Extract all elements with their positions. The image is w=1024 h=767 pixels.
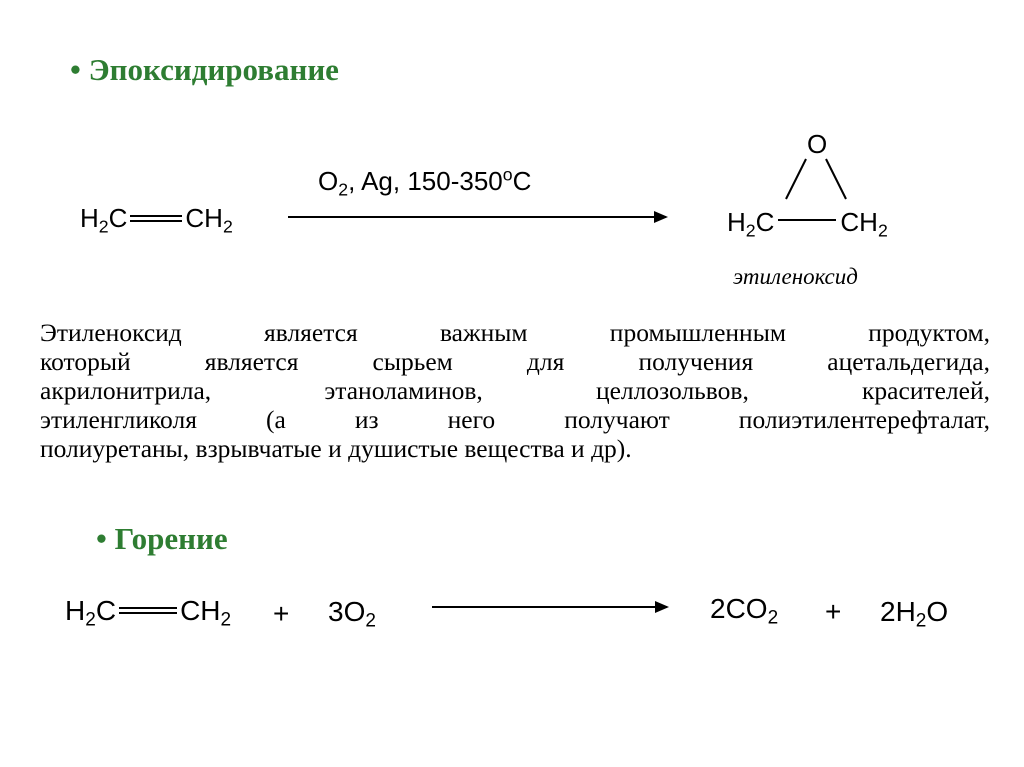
formula-subscript: 2 [745, 220, 756, 241]
epoxide-ring-bonds [770, 155, 860, 205]
bond-c-o-right [826, 159, 846, 199]
section-title: Горение [114, 521, 228, 556]
formula-subscript: 2 [767, 607, 779, 629]
formula-subscript: 2 [98, 216, 109, 237]
formula-text: C [95, 595, 117, 626]
paragraph-line: который является сырьем для получения ацетальдегида, [40, 347, 990, 376]
formula-subscript: 2 [85, 609, 96, 631]
product-ethylene-oxide [727, 207, 888, 241]
formula-text: CH [180, 595, 221, 626]
product-water [880, 596, 949, 632]
section-title: Эпоксидирование [88, 52, 339, 87]
formula-text: , Ag, 150-350 [348, 166, 503, 196]
formula-text: C [755, 207, 775, 237]
formula-subscript: 2 [915, 610, 927, 632]
formula-text: C [512, 166, 532, 196]
formula-text: 2H [880, 596, 916, 627]
reaction-arrow [432, 606, 667, 608]
formula-text: 3O [328, 596, 366, 627]
double-bond [130, 215, 182, 222]
degree-superscript: o [502, 164, 513, 185]
formula-text: O [926, 596, 949, 627]
plus-sign: + [273, 598, 290, 629]
double-bond [119, 607, 177, 614]
formula-subscript: 2 [338, 179, 349, 200]
formula-text: 2CO [710, 593, 768, 624]
formula-subscript: 2 [877, 220, 888, 241]
bond-c-o-left [786, 159, 806, 199]
reaction-conditions [318, 164, 532, 200]
section-heading-epoxidation [70, 52, 339, 88]
single-bond [778, 219, 836, 221]
paragraph-line: этиленгликоля (а из него получают полиэтилентерефталат, [40, 405, 990, 434]
paragraph-line: акрилонитрила, этаноламинов, целлозольвов, красителей, [40, 376, 990, 405]
section-heading-combustion [96, 521, 228, 557]
product-name-caption: этиленоксид [733, 264, 858, 289]
formula-text: O [318, 166, 339, 196]
formula-text: H [80, 203, 99, 233]
formula-text: CH [840, 207, 878, 237]
formula-text: C [108, 203, 128, 233]
product-carbon-dioxide [710, 593, 779, 629]
bullet: • [96, 521, 107, 556]
reactant-ethylene [80, 203, 233, 237]
formula-subscript: 2 [222, 216, 233, 237]
reactant-ethylene-combustion [65, 595, 232, 631]
formula-subscript: 2 [365, 610, 376, 632]
paragraph-line: Этиленоксид является важным промышленным продуктом, [40, 318, 990, 347]
formula-text: H [727, 207, 746, 237]
formula-text: H [65, 595, 86, 626]
epoxide-oxygen: O [807, 129, 828, 159]
description-paragraph [40, 318, 990, 463]
reactant-oxygen [328, 596, 376, 632]
reaction-arrow [288, 216, 666, 218]
formula-subscript: 2 [220, 609, 232, 631]
formula-text: CH [185, 203, 223, 233]
plus-sign: + [825, 596, 842, 627]
bullet: • [70, 52, 81, 87]
paragraph-line: полиуретаны, взрывчатые и душистые вещества и др). [40, 434, 632, 463]
